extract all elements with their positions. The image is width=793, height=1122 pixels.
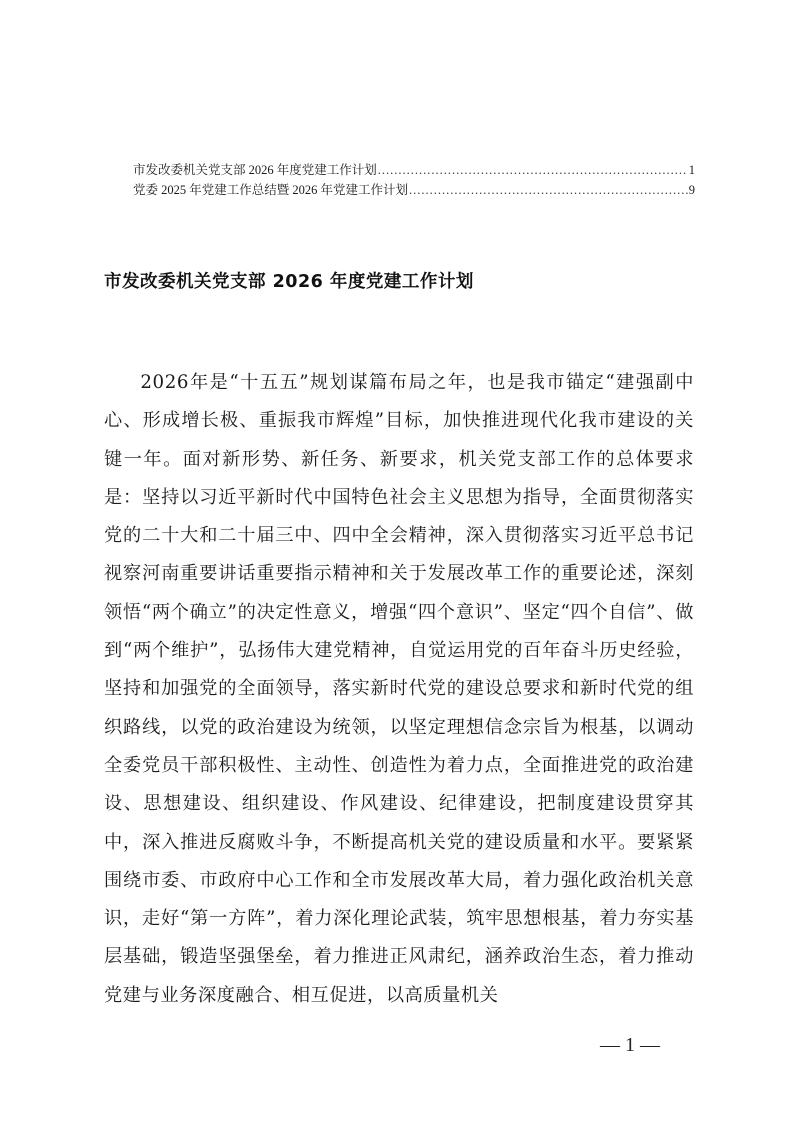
document-title: 市发改委机关党支部 2026 年度党建工作计划 (104, 272, 474, 292)
body-paragraph: 2026年是“十五五”规划谋篇布局之年，也是我市锚定“建强副中心、形成增长极、重振我市辉煌”目标，加快推进现代化我市建设的关键一年。面对新形势、新任务、新要求，机关党支部工作的总体要求是：坚持以习近平新时代中国特色社会主义思想为指导，全面贯彻落实党的二十大和二十届三中、四中全会精神，深入贯彻落实习近平总书记视察河南重要讲话重要指示精神和关于发展改革工作的重要论述，深刻领悟“两个确立”的决定性意义，增强“四个意识”、坚定“四个自信”、做到“两个维护”，弘扬伟大建党精神，自觉运用党的百年奋斗历史经验，坚持和加强党的全面领导，落实新时代党的建设总要求和新时代党的组织路线，以党的政治建设为统领，以坚定理想信念宗旨为根基，以调动全委党员干部积极性、主动性、创造性为着力点，全面推进党的政治建设、思想建设、组织建设、作风建设、纪律建设，把制度建设贯穿其中，深入推进反腐败斗争，不断提高机关党的建设质量和水平。要紧紧围绕市委、市政府中心工作和全市发展改革大局，着力强化政治机关意识，走好“第一方阵”，着力深化理论武装，筑牢思想根基，着力夯实基层基础，锻造坚强堡垒，着力推进正风肃纪，涵养政治生态，着力推动党建与业务深度融合、相互促进，以高质量机关 (104, 372, 694, 1006)
page-number: — 1 — (600, 1034, 660, 1056)
toc-entry-page: 1 (688, 163, 695, 177)
toc-dot-leader (409, 180, 688, 200)
table-of-contents (133, 160, 695, 200)
toc-dot-leader (378, 160, 688, 180)
toc-entry[interactable] (133, 160, 695, 180)
toc-entry-title: 党委 2025 年党建工作总结暨 2026 年党建工作计划 (133, 183, 409, 197)
toc-entry-title: 市发改委机关党支部 2026 年度党建工作计划 (133, 163, 377, 177)
toc-entry[interactable] (133, 180, 695, 200)
toc-entry-page: 9 (688, 183, 695, 197)
